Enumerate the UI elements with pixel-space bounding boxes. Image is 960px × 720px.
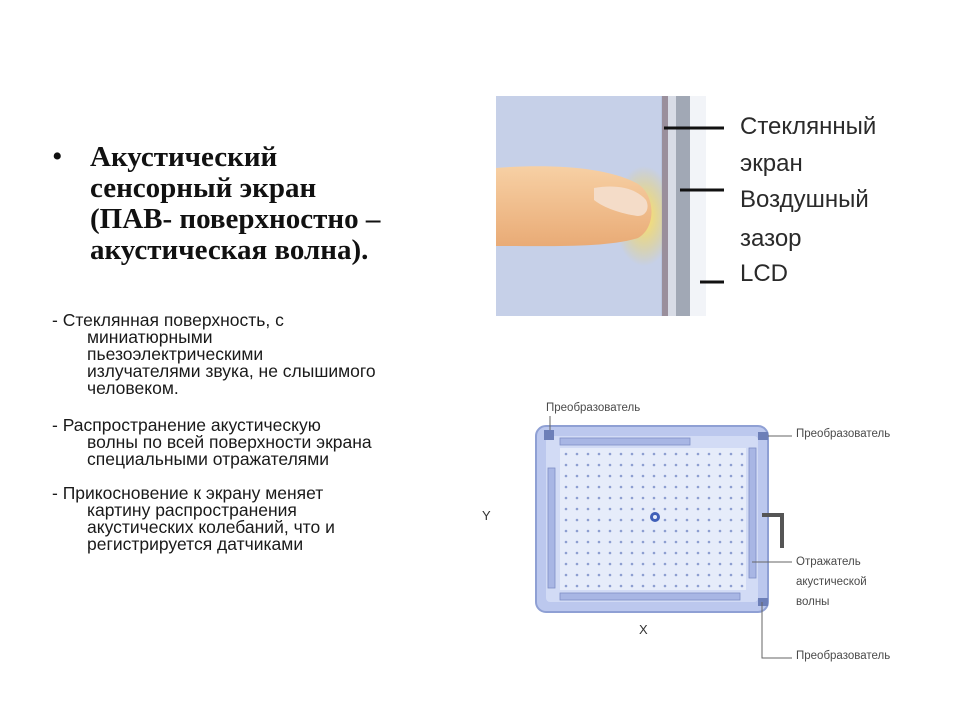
grid-dot (631, 508, 634, 511)
grid-dot (587, 497, 590, 500)
reflector-strip-top (560, 438, 690, 445)
grid-dot (741, 519, 744, 522)
grid-dot (565, 508, 568, 511)
photo-callout-lines (660, 96, 740, 316)
grid-dot (587, 552, 590, 555)
paragraph-wave-propagation (52, 417, 372, 468)
grid-dot (576, 497, 579, 500)
grid-dot (664, 574, 667, 577)
heading-line: Акустический (90, 141, 278, 173)
grid-dot (620, 486, 623, 489)
grid-dot (697, 563, 700, 566)
grid-dot (587, 453, 590, 456)
paragraph-line: специальными отражателями (87, 449, 330, 469)
grid-dot (664, 475, 667, 478)
transducer-top-left (544, 430, 554, 440)
grid-dot (609, 552, 612, 555)
grid-dot (576, 574, 579, 577)
grid-dot (719, 552, 722, 555)
grid-dot (620, 508, 623, 511)
grid-dot (675, 574, 678, 577)
grid-dot (609, 541, 612, 544)
grid-dot (730, 585, 733, 588)
grid-dot (565, 464, 568, 467)
grid-dot (730, 519, 733, 522)
grid-dot (631, 541, 634, 544)
grid-dot (730, 552, 733, 555)
grid-dot (741, 563, 744, 566)
grid-dot (587, 508, 590, 511)
grid-dot (719, 574, 722, 577)
grid-dot (631, 475, 634, 478)
grid-dot (565, 519, 568, 522)
grid-dot (631, 552, 634, 555)
grid-dot (741, 541, 744, 544)
grid-dot (730, 530, 733, 533)
grid-dot (675, 486, 678, 489)
grid-dot (642, 563, 645, 566)
grid-dot (697, 486, 700, 489)
grid-dot (653, 464, 656, 467)
grid-dot (609, 464, 612, 467)
grid-dot (642, 530, 645, 533)
grid-dot (609, 486, 612, 489)
grid-dot (642, 486, 645, 489)
grid-dot (675, 453, 678, 456)
grid-dot (664, 552, 667, 555)
grid-dot (587, 530, 590, 533)
grid-dot (686, 552, 689, 555)
heading-line: сенсорный экран (90, 172, 317, 204)
axis-x-label: X (639, 622, 648, 637)
grid-dot (697, 464, 700, 467)
grid-dot (664, 585, 667, 588)
grid-dot (697, 585, 700, 588)
grid-dot (719, 464, 722, 467)
grid-dot (741, 508, 744, 511)
grid-dot (675, 585, 678, 588)
grid-dot (631, 530, 634, 533)
transducer-top-right (758, 432, 768, 440)
grid-dot (642, 497, 645, 500)
grid-dot (686, 519, 689, 522)
grid-dot (609, 508, 612, 511)
grid-dot (708, 497, 711, 500)
grid-dot (675, 530, 678, 533)
grid-dot (653, 541, 656, 544)
label-glass-screen: Стеклянный (740, 113, 877, 140)
paragraph-line: миниатюрными (87, 327, 213, 347)
paragraph-line: регистрируется датчиками (87, 534, 304, 554)
grid-dot (730, 508, 733, 511)
grid-dot (642, 585, 645, 588)
grid-dot (609, 530, 612, 533)
grid-dot (642, 552, 645, 555)
grid-dot (719, 508, 722, 511)
grid-dot (675, 541, 678, 544)
paragraph-glass-surface (52, 312, 376, 397)
grid-dot (730, 464, 733, 467)
slide-heading (52, 142, 472, 266)
grid-dot (620, 585, 623, 588)
grid-dot (708, 552, 711, 555)
label-transducer-bottom-right: Преобразователь (796, 650, 891, 662)
grid-dot (653, 585, 656, 588)
grid-dot (664, 486, 667, 489)
grid-dot (719, 497, 722, 500)
grid-dot (598, 475, 601, 478)
paragraph-line: - Прикосновение к экрану меняет (52, 483, 324, 503)
grid-dot (620, 530, 623, 533)
grid-dot (664, 464, 667, 467)
grid-dot (686, 475, 689, 478)
grid-dot (587, 464, 590, 467)
paragraph-line: - Распространение акустическую (52, 415, 321, 435)
grid-dot (697, 497, 700, 500)
grid-dot (565, 486, 568, 489)
grid-dot (642, 453, 645, 456)
grid-dot (686, 541, 689, 544)
grid-dot (598, 585, 601, 588)
grid-dot (620, 563, 623, 566)
grid-dot (587, 541, 590, 544)
grid-dot (686, 453, 689, 456)
grid-dot (598, 464, 601, 467)
grid-dot (631, 453, 634, 456)
grid-dot (565, 541, 568, 544)
grid-dot (719, 563, 722, 566)
grid-dot (598, 519, 601, 522)
grid-dot (598, 486, 601, 489)
grid-dot (609, 519, 612, 522)
heading-text (90, 142, 472, 266)
grid-dot (631, 464, 634, 467)
reflector-strip-right (749, 448, 756, 578)
grid-dot (730, 563, 733, 566)
grid-dot (565, 453, 568, 456)
grid-dot (675, 475, 678, 478)
grid-dot (576, 508, 579, 511)
grid-dot (620, 497, 623, 500)
grid-dot (565, 563, 568, 566)
reflector-strip-left (548, 468, 555, 588)
grid-dot (631, 574, 634, 577)
grid-dot (708, 530, 711, 533)
grid-dot (609, 453, 612, 456)
grid-dot (708, 475, 711, 478)
grid-dot (565, 552, 568, 555)
grid-dot (675, 497, 678, 500)
grid-dot (741, 585, 744, 588)
grid-dot (708, 453, 711, 456)
grid-dot (686, 464, 689, 467)
grid-dot (697, 519, 700, 522)
grid-dot (598, 552, 601, 555)
label-transducer-top-left: Преобразователь (546, 402, 641, 414)
grid-dot (675, 464, 678, 467)
grid-dot (631, 486, 634, 489)
grid-dot (719, 585, 722, 588)
transducer-bottom-right (758, 598, 768, 606)
grid-dot (576, 519, 579, 522)
grid-dot (587, 574, 590, 577)
grid-dot (697, 453, 700, 456)
grid-dot (730, 574, 733, 577)
grid-dot (697, 530, 700, 533)
label-air-gap-2: зазор (740, 225, 802, 252)
grid-dot (653, 486, 656, 489)
grid-dot (664, 453, 667, 456)
grid-dot (741, 574, 744, 577)
grid-dot (576, 585, 579, 588)
grid-dot (576, 475, 579, 478)
heading-line: акустическая волна). (90, 234, 369, 266)
grid-dot (741, 530, 744, 533)
grid-dot (642, 574, 645, 577)
grid-dot (609, 574, 612, 577)
grid-dot (653, 574, 656, 577)
grid-dot (631, 585, 634, 588)
grid-dot (675, 508, 678, 511)
grid-dot (653, 508, 656, 511)
label-air-gap: Воздушный (740, 186, 869, 213)
paragraph-line: волны по всей поверхности экрана (87, 432, 372, 452)
grid-dot (620, 519, 623, 522)
grid-dot (587, 519, 590, 522)
grid-dot (620, 453, 623, 456)
grid-dot (609, 585, 612, 588)
grid-dot (664, 530, 667, 533)
grid-dot (620, 475, 623, 478)
bullet: • (52, 140, 63, 173)
grid-dot (719, 530, 722, 533)
grid-dot (664, 508, 667, 511)
grid-dot (642, 508, 645, 511)
grid-dot (642, 519, 645, 522)
grid-dot (730, 497, 733, 500)
grid-dot (631, 563, 634, 566)
grid-dot (565, 585, 568, 588)
grid-dot (708, 574, 711, 577)
grid-dot (653, 530, 656, 533)
grid-dot (686, 563, 689, 566)
grid-dot (686, 585, 689, 588)
grid-dot (631, 519, 634, 522)
reflector-strip-bottom (560, 593, 740, 600)
grid-dot (576, 541, 579, 544)
grid-dot (565, 574, 568, 577)
grid-dot (719, 486, 722, 489)
grid-dot (730, 453, 733, 456)
grid-dot (598, 574, 601, 577)
paragraph-line: - Стеклянная поверхность, с (52, 310, 284, 330)
grid-dot (686, 508, 689, 511)
grid-dot (565, 497, 568, 500)
grid-dot (741, 453, 744, 456)
grid-dot (741, 497, 744, 500)
grid-dot (741, 486, 744, 489)
grid-dot (642, 475, 645, 478)
grid-dot (664, 563, 667, 566)
grid-dot (598, 563, 601, 566)
grid-dot (653, 497, 656, 500)
label-reflector: Отражатель (796, 556, 861, 568)
grid-dot (708, 585, 711, 588)
label-reflector-3: волны (796, 596, 830, 608)
grid-dot (576, 530, 579, 533)
grid-dot (598, 530, 601, 533)
grid-dot (576, 552, 579, 555)
grid-dot (620, 552, 623, 555)
grid-dot (708, 508, 711, 511)
grid-dot (697, 552, 700, 555)
paragraph-touch-effect (52, 485, 335, 553)
grid-dot (620, 574, 623, 577)
grid-dot (741, 552, 744, 555)
grid-dot (653, 475, 656, 478)
label-reflector-2: акустической (796, 576, 867, 588)
grid-dot (653, 563, 656, 566)
grid-dot (730, 541, 733, 544)
grid-dot (653, 552, 656, 555)
paragraph-line: излучателями звука, не слышимого (87, 361, 376, 381)
grid-dot (686, 497, 689, 500)
grid-dot (741, 475, 744, 478)
grid-dot (697, 475, 700, 478)
grid-dot (686, 574, 689, 577)
grid-dot (697, 508, 700, 511)
grid-dot (675, 519, 678, 522)
grid-dot (697, 541, 700, 544)
grid-dot (565, 475, 568, 478)
paragraph-line: человеком. (87, 378, 179, 398)
grid-dot (587, 486, 590, 489)
grid-dot (598, 497, 601, 500)
grid-dot (598, 541, 601, 544)
grid-dot (609, 475, 612, 478)
grid-dot (664, 541, 667, 544)
grid-dot (719, 541, 722, 544)
grid-dot (664, 519, 667, 522)
grid-dot (642, 541, 645, 544)
grid-dot (609, 563, 612, 566)
grid-dot (675, 552, 678, 555)
grid-dot (686, 530, 689, 533)
paragraph-line: картину распространения (87, 500, 297, 520)
heading-line: (ПАВ- поверхностно – (90, 203, 381, 235)
paragraph-line: акустических колебаний, что и (87, 517, 335, 537)
label-glass-screen-2: экран (740, 150, 803, 177)
grid-dot (576, 453, 579, 456)
grid-dot (587, 585, 590, 588)
grid-dot (587, 563, 590, 566)
grid-dot (708, 519, 711, 522)
label-lcd: LCD (740, 260, 789, 287)
grid-dot (576, 464, 579, 467)
grid-dot (675, 563, 678, 566)
grid-dot (708, 486, 711, 489)
grid-dot (697, 574, 700, 577)
grid-dot (664, 497, 667, 500)
grid-dot (741, 464, 744, 467)
grid-dot (642, 464, 645, 467)
grid-dot (576, 486, 579, 489)
grid-dot (598, 508, 601, 511)
grid-dot (565, 530, 568, 533)
grid-dot (708, 464, 711, 467)
grid-dot (576, 563, 579, 566)
grid-dot (631, 497, 634, 500)
axis-y-label: Y (482, 508, 491, 523)
grid-dot (587, 475, 590, 478)
paragraph-line: пьезоэлектрическими (87, 344, 264, 364)
grid-dot (730, 475, 733, 478)
grid-dot (719, 453, 722, 456)
grid-dot (730, 486, 733, 489)
grid-dot (708, 563, 711, 566)
grid-dot (620, 541, 623, 544)
grid-dot (598, 453, 601, 456)
grid-dot (620, 464, 623, 467)
grid-dot (719, 519, 722, 522)
grid-dot (708, 541, 711, 544)
label-transducer-top-right: Преобразователь (796, 428, 891, 440)
grid-dot (653, 453, 656, 456)
grid-dot (719, 475, 722, 478)
grid-dot (686, 486, 689, 489)
grid-dot (609, 497, 612, 500)
